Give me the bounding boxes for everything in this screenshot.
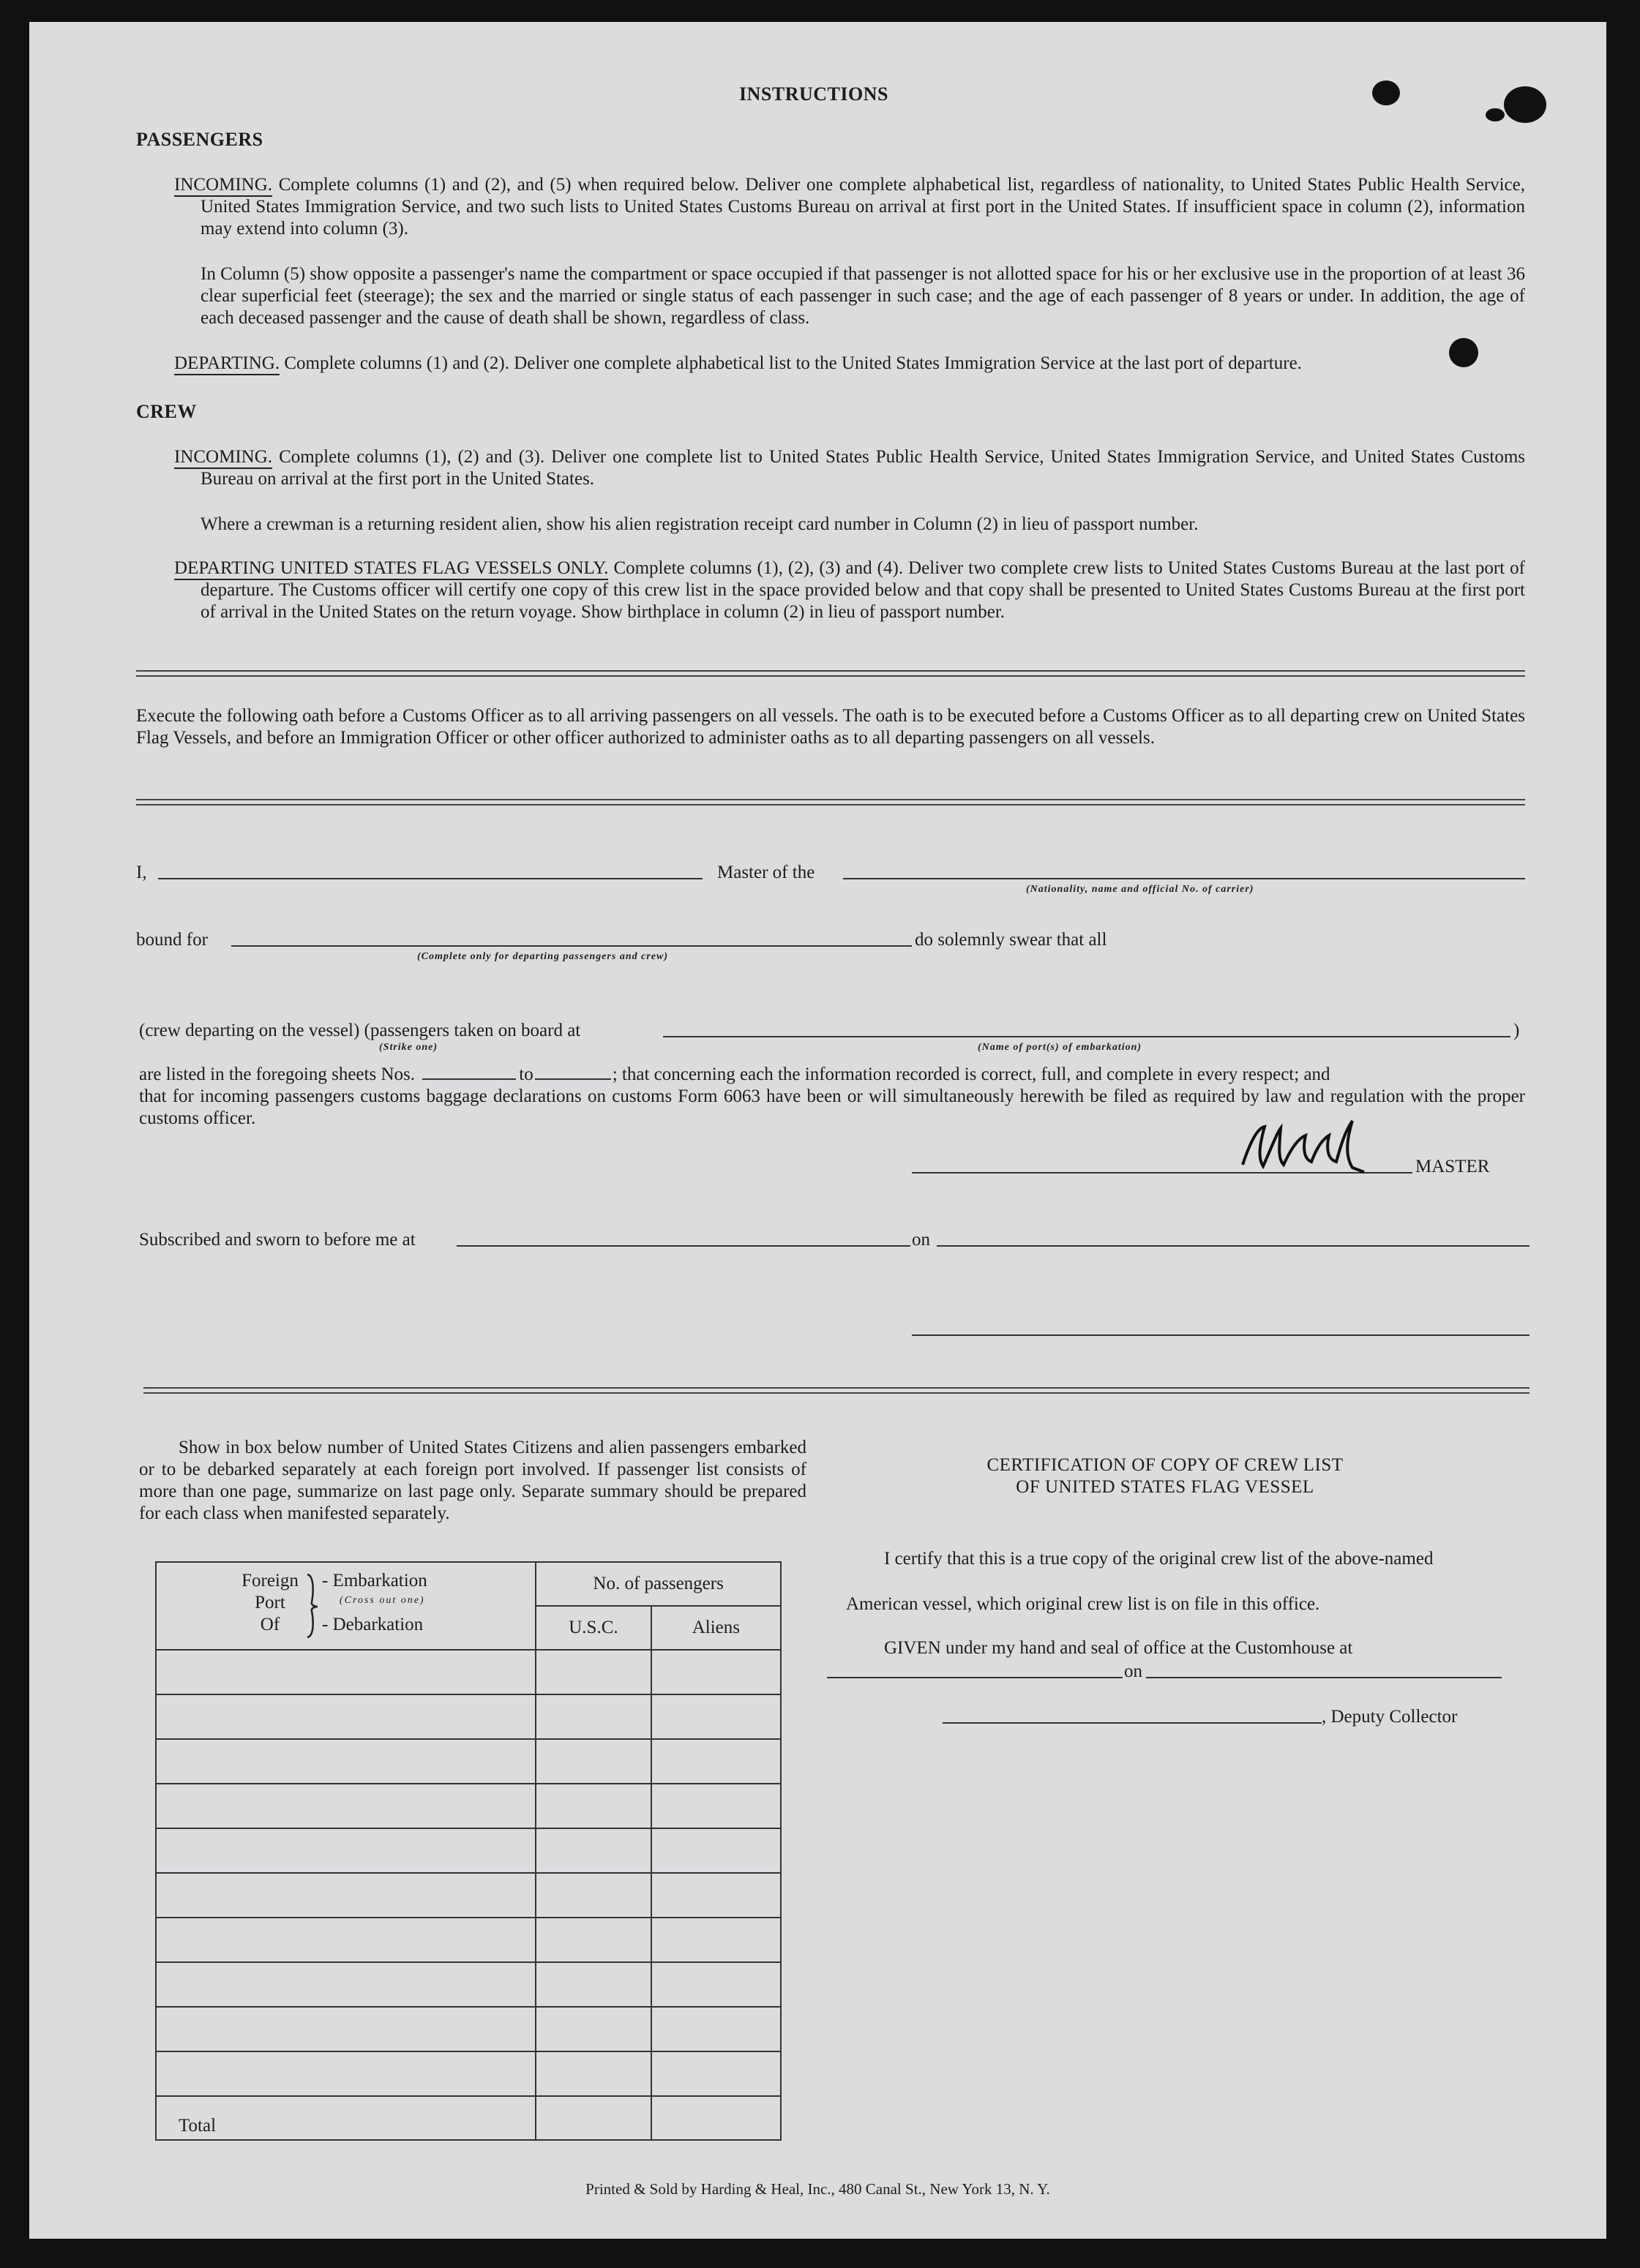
total-aliens-cell[interactable]: [651, 2096, 781, 2140]
oath-divider: [136, 799, 1525, 806]
table-row: [156, 1873, 781, 1918]
lower-divider: [143, 1387, 1529, 1394]
crew-incoming-paragraph: [174, 446, 1525, 490]
bound-for-note: (Complete only for departing passengers and crew): [417, 951, 668, 962]
no-passengers-header: No. of passengers: [536, 1562, 781, 1606]
total-row: [156, 2096, 781, 2140]
bound-for-label: bound for: [136, 930, 208, 950]
aliens-cell[interactable]: [651, 1918, 781, 1962]
total-usc-cell[interactable]: [536, 2096, 651, 2140]
usc-cell[interactable]: [536, 1784, 651, 1828]
master-of-the-label: Master of the: [717, 863, 815, 882]
master-signature: [1235, 1114, 1367, 1175]
listed-text-b: ; that concerning each the information recorded is correct, full, and complete in every respect; and: [612, 1064, 1330, 1084]
port-cell[interactable]: [156, 1828, 536, 1873]
cert-on-label: on: [1124, 1661, 1142, 1681]
total-label: Total: [156, 2096, 536, 2140]
port-cell[interactable]: [156, 1650, 536, 1694]
table-row: [156, 1918, 781, 1962]
carrier-note: (Nationality, name and official No. of carrier): [1026, 884, 1254, 895]
subscribed-text: Subscribed and sworn to before me at: [139, 1230, 416, 1250]
usc-cell[interactable]: [536, 1694, 651, 1739]
listed-text-a: are listed in the foregoing sheets Nos.: [139, 1064, 415, 1084]
table-row: [156, 1962, 781, 2007]
ports-embarkation-field[interactable]: [663, 1036, 1510, 1037]
ink-blot: [1504, 86, 1546, 123]
passengers-incoming-paragraph: [174, 174, 1525, 240]
given-text: GIVEN under my hand and seal of office at the Customhouse at: [884, 1638, 1353, 1658]
deputy-signature-field[interactable]: [943, 1722, 1322, 1724]
passengers-departing-label: DEPARTING.: [174, 353, 280, 375]
ink-blot: [1486, 108, 1505, 121]
section-divider: [136, 670, 1525, 677]
aliens-cell[interactable]: [651, 1694, 781, 1739]
port-cell[interactable]: [156, 1784, 536, 1828]
aliens-header: Aliens: [651, 1606, 781, 1650]
crew-departing-paragraph: [174, 557, 1525, 623]
crew-departing-text: Complete columns (1), (2), (3) and (4). Deliver two complete crew lists to United States Customs Bureau at the last port of departure. The Customs officer will certify one copy of this crew list in the space provided below and that copy shall be presented to United States Customs Bureau at the first port of arrival in the United States on the return voyage. Show birthplace in column (2) in lieu of passport number.: [201, 558, 1525, 622]
usc-cell[interactable]: [536, 1650, 651, 1694]
certify-text-2: American vessel, which original crew list is on file in this office.: [846, 1594, 1320, 1614]
passengers-column5-paragraph: In Column (5) show opposite a passenger's name the compartment or space occupied if that passenger is not allotted space for his or her exclusive use in the proportion of at least 36 clear superficial feet (steerage); the sex and the married or single status of each passenger in such case; and the age of each passenger of 8 years or under. In addition, the age of each deceased passenger and the cause of death shall be shown, regardless of class.: [201, 264, 1525, 328]
crew-alien-paragraph: Where a crewman is a returning resident alien, show his alien registration receipt card number in Column (2) in lieu of passport number.: [201, 514, 1199, 534]
sheet-to-field[interactable]: [535, 1064, 611, 1080]
cert-date-field[interactable]: [1146, 1677, 1502, 1678]
aliens-cell[interactable]: [651, 1962, 781, 2007]
usc-cell[interactable]: [536, 1918, 651, 1962]
crew-passengers-text: (crew departing on the vessel) (passengers taken on board at: [139, 1021, 581, 1040]
embarkation-option[interactable]: - Embarkation: [322, 1571, 427, 1591]
passengers-incoming-label: INCOMING.: [174, 175, 272, 197]
crew-heading: CREW: [136, 401, 197, 422]
debarkation-option[interactable]: - Debarkation: [322, 1615, 424, 1634]
port-label: Port: [255, 1593, 285, 1612]
table-row: [156, 1650, 781, 1694]
port-cell[interactable]: [156, 2007, 536, 2051]
aliens-cell[interactable]: [651, 1739, 781, 1784]
ink-blot: [1372, 80, 1400, 105]
table-row: [156, 2007, 781, 2051]
certification-title-2: OF UNITED STATES FLAG VESSEL: [1016, 1477, 1314, 1497]
sworn-at-field[interactable]: [457, 1245, 910, 1247]
usc-cell[interactable]: [536, 1873, 651, 1918]
master-label: MASTER: [1415, 1157, 1490, 1176]
sworn-on-label: on: [912, 1230, 930, 1250]
oath-intro: Execute the following oath before a Customs Officer as to all arriving passengers on all vessels. The oath is to be executed before a Customs Officer as to all departing crew on United States Flag Vessels, and before an Immigration Officer or other officer authorized to administer oaths as to all departing passengers on all vessels.: [136, 706, 1525, 748]
sheet-from-field[interactable]: [422, 1064, 516, 1080]
port-cell[interactable]: [156, 1694, 536, 1739]
aliens-cell[interactable]: [651, 1784, 781, 1828]
aliens-cell[interactable]: [651, 2051, 781, 2096]
listed-to-label: to: [519, 1064, 533, 1084]
certify-text-1: I certify that this is a true copy of the original crew list of the above-named: [884, 1549, 1434, 1569]
table-row: [156, 1739, 781, 1784]
bound-for-field[interactable]: [231, 945, 912, 947]
summary-instructions: Show in box below number of United States Citizens and alien passengers embarked or to be debarked separately at each foreign port involved. If passenger list consists of more than one page, summarize on last page only. Separate summary should be prepared for each class when manifested separately.: [139, 1438, 806, 1523]
passengers-departing-paragraph: [174, 353, 1525, 375]
page-title: INSTRUCTIONS: [739, 83, 888, 105]
passengers-heading: PASSENGERS: [136, 129, 263, 150]
port-cell[interactable]: [156, 1918, 536, 1962]
brace-icon: [304, 1573, 321, 1639]
port-cell[interactable]: [156, 2051, 536, 2096]
aliens-cell[interactable]: [651, 2007, 781, 2051]
cross-out-note: (Cross out one): [340, 1595, 425, 1606]
usc-cell[interactable]: [536, 1739, 651, 1784]
strike-one-note: (Strike one): [379, 1042, 438, 1053]
customhouse-field[interactable]: [827, 1677, 1123, 1678]
usc-cell[interactable]: [536, 2007, 651, 2051]
table-row: [156, 2051, 781, 2096]
foreign-label: Foreign: [241, 1571, 299, 1591]
carrier-field[interactable]: [843, 878, 1525, 879]
of-label: Of: [260, 1615, 280, 1634]
master-name-field[interactable]: [158, 878, 703, 879]
aliens-cell[interactable]: [651, 1650, 781, 1694]
crew-incoming-label: INCOMING.: [174, 447, 272, 469]
aliens-cell[interactable]: [651, 1873, 781, 1918]
port-header-cell: [156, 1562, 536, 1650]
port-header-text: [237, 1570, 303, 1636]
passengers-incoming-text: Complete columns (1) and (2), and (5) when required below. Deliver one complete alphabetical list, regardless of nationality, to United States Public Health Service, United States Immigration Service, and two such lists to United States Customs Bureau on arrival at first port in the United States. If insufficient space in column (2), information may extend into column (3).: [201, 175, 1526, 239]
table-row: [156, 1828, 781, 1873]
crew-departing-label: DEPARTING UNITED STATES FLAG VESSELS ONLY.: [174, 558, 608, 580]
crew-incoming-text: Complete columns (1), (2) and (3). Deliver one complete list to United States Public Health Service, United States Immigration Service, and United States Customs Bureau on arrival at the first port in the United States.: [201, 447, 1526, 489]
port-cell[interactable]: [156, 1962, 536, 2007]
table-row: [156, 1694, 781, 1739]
table-row: [156, 1784, 781, 1828]
usc-cell[interactable]: [536, 1962, 651, 2007]
officer-signature-field[interactable]: [912, 1334, 1529, 1336]
usc-header: U.S.C.: [536, 1606, 651, 1650]
listed-line: [139, 1064, 1525, 1086]
listed-text-c: that for incoming passengers customs baggage declarations on customs Form 6063 have been or will simultaneously herewith be filed as required by law and regulation with the proper customs officer.: [139, 1086, 1525, 1128]
summary-table: [155, 1561, 782, 2141]
printer-footer: Printed & Sold by Harding & Heal, Inc., 480 Canal St., New York 13, N. Y.: [585, 2180, 1050, 2198]
aliens-cell[interactable]: [651, 1828, 781, 1873]
sworn-date-field[interactable]: [937, 1245, 1529, 1247]
ports-note: (Name of port(s) of embarkation): [978, 1042, 1142, 1053]
passengers-departing-text: Complete columns (1) and (2). Deliver one complete alphabetical list to the United States Immigration Service at the last port of departure.: [284, 353, 1302, 373]
usc-cell[interactable]: [536, 1828, 651, 1873]
deputy-collector-label: , Deputy Collector: [1322, 1707, 1458, 1727]
close-paren: ): [1513, 1021, 1520, 1040]
certification-title-1: CERTIFICATION OF COPY OF CREW LIST: [986, 1455, 1344, 1475]
port-cell[interactable]: [156, 1739, 536, 1784]
usc-cell[interactable]: [536, 2051, 651, 2096]
swear-text: do solemnly swear that all: [915, 930, 1107, 950]
port-cell[interactable]: [156, 1873, 536, 1918]
oath-i-label: I,: [136, 863, 147, 882]
form-page: [29, 22, 1606, 2239]
